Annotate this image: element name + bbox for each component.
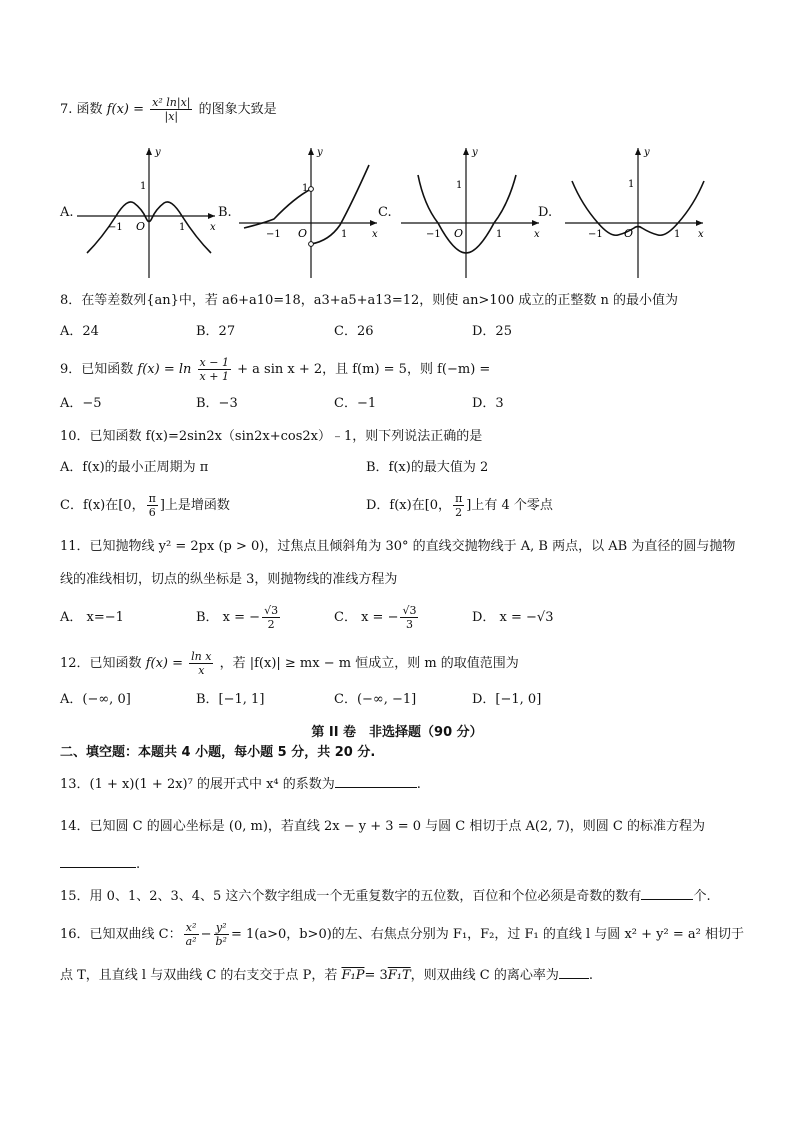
q14-answer-blank[interactable] xyxy=(60,855,136,868)
q9-fraction: $\frac{x - 1}{x + 1}$ xyxy=(199,356,229,383)
q8-option-d[interactable]: D．25 xyxy=(472,324,512,339)
q12-option-b[interactable]: B．[−1, 1] xyxy=(196,692,265,707)
q11-option-d[interactable]: D． x = −√3 xyxy=(472,610,554,625)
q15-stem: 15．用 0、1、2、3、4、5 这六个数字组成一个无重复数字的五位数，百位和个位必须是奇数的数有 个. xyxy=(60,889,711,904)
q7-post: 的图象大致是 xyxy=(198,102,277,117)
q11-stem-line1: 11．已知抛物线 y² = 2px (p > 0)，过焦点且倾斜角为 30° 的直线交抛物线于 A, B 两点，以 AB 为直径的圆与抛物 xyxy=(60,539,736,554)
q7d-x-label: x xyxy=(698,229,704,240)
q12-fraction: $\frac{\text{ln x}}{x}$ xyxy=(191,650,212,677)
q10-option-c[interactable]: C．f(x)在[0， $\frac{\pi}{6}$ ]上是增函数 xyxy=(60,492,230,519)
q7b-tick-pos1: 1 xyxy=(341,229,348,240)
q7d-tick-neg1: −1 xyxy=(588,229,603,240)
q7b-y-label: y xyxy=(317,147,323,158)
q16-vector-f1p: F₁P xyxy=(341,968,365,983)
q10-stem: 10．已知函数 f(x)=2sin2x（sin2x+cos2x）﹣1，则下列说法正确的是 xyxy=(60,429,483,444)
q12-option-a[interactable]: A．(−∞, 0] xyxy=(60,692,131,707)
q12-pre: 12．已知函数 xyxy=(60,656,142,671)
q9-option-d[interactable]: D．3 xyxy=(472,396,504,411)
q7b-origin: O xyxy=(298,227,308,240)
q7-graph-d xyxy=(560,143,710,283)
q13-answer-blank[interactable] xyxy=(335,775,417,788)
q7-label-b: B. xyxy=(218,205,232,220)
q12-option-d[interactable]: D．[−1, 0] xyxy=(472,692,542,707)
q7c-y-label: y xyxy=(472,147,478,158)
q7b-tick-y1: 1 xyxy=(302,183,309,194)
q9-post: + a sin x + 2，且 f(m) = 5，则 f(−m) = xyxy=(237,362,491,377)
q9-option-a[interactable]: A．−5 xyxy=(60,396,102,411)
q16-answer-blank[interactable] xyxy=(559,966,589,979)
q7c-tick-y1: 1 xyxy=(456,180,463,191)
q7-fraction: $\frac{\text{x² ln|x|}}{|x|}$ xyxy=(152,96,191,123)
q10-option-d[interactable]: D．f(x)在[0， $\frac{\pi}{2}$ ]上有 4 个零点 xyxy=(366,492,553,519)
q8-option-b[interactable]: B．27 xyxy=(196,324,236,339)
q7-graph-c xyxy=(396,143,546,283)
q7a-tick-pos1: 1 xyxy=(179,222,186,233)
q12-stem xyxy=(60,650,519,677)
q14-stem-line1: 14．已知圆 C 的圆心坐标是 (0, m)，若直线 2x − y + 3 = 0 与圆 C 相切于点 A(2, 7)，则圆 C 的标准方程为 xyxy=(60,819,706,834)
q13-stem: 13．(1 + x)(1 + 2x)⁷ 的展开式中 x⁴ 的系数为 . xyxy=(60,777,421,792)
q7c-x-label: x xyxy=(534,229,540,240)
q7a-tick-y1: 1 xyxy=(140,181,147,192)
q7d-y-label: y xyxy=(644,147,650,158)
q12-post: ，若 |f(x)| ≥ mx − m 恒成立，则 m 的取值范围为 xyxy=(219,656,519,671)
q9-option-c[interactable]: C．−1 xyxy=(334,396,377,411)
section2-subtitle: 二、填空题：本题共 4 小题，每小题 5 分，共 20 分. xyxy=(60,745,376,760)
q7a-origin: O xyxy=(136,220,146,233)
q8-option-c[interactable]: C．26 xyxy=(334,324,374,339)
q7-label-d: D. xyxy=(538,205,553,220)
q8-option-a[interactable]: A．24 xyxy=(60,324,99,339)
q10-option-b[interactable]: B．f(x)的最大值为 2 xyxy=(366,460,489,475)
q7b-tick-neg1: −1 xyxy=(266,229,281,240)
q9-stem xyxy=(60,356,490,383)
q7a-x-label: x xyxy=(210,222,216,233)
q7-label-a: A. xyxy=(60,205,74,220)
q7c-origin: O xyxy=(454,227,464,240)
q9-option-b[interactable]: B．−3 xyxy=(196,396,238,411)
q14-stem-line2: . xyxy=(60,855,140,875)
section2-title: 第 II 卷 非选择题（90 分） xyxy=(311,725,483,740)
q8-stem: 8．在等差数列{an}中，若 a6+a10=18，a3+a5+a13=12，则使 an>100 成立的正整数 n 的最小值为 xyxy=(60,293,678,308)
q9-func: f(x) = ln xyxy=(137,362,192,377)
q7a-y-label: y xyxy=(155,147,161,158)
q7b-x-label: x xyxy=(372,229,378,240)
q7-stem xyxy=(60,96,277,123)
q12-option-c[interactable]: C．(−∞, −1] xyxy=(334,692,417,707)
q16-stem-line2: 点 T，且直线 l 与双曲线 C 的右支交于点 P，若 F₁P= 3F₁T，则双曲线 C 的离心率为 . xyxy=(60,968,594,983)
q7-graph-a xyxy=(72,143,222,283)
q11-stem-line2: 线的准线相切，切点的纵坐标是 3，则抛物线的准线方程为 xyxy=(60,572,398,587)
q7-number: 7. xyxy=(60,102,73,117)
q11-option-c[interactable]: C． x = − $\frac{√3}{3}$ xyxy=(334,604,417,631)
q11-option-b[interactable]: B． x = − $\frac{√3}{2}$ xyxy=(196,604,279,631)
q7d-origin: O xyxy=(624,227,634,240)
q9-pre: 9．已知函数 xyxy=(60,362,134,377)
q7c-tick-pos1: 1 xyxy=(496,229,503,240)
q10-option-a[interactable]: A．f(x)的最小正周期为 π xyxy=(60,460,209,475)
q7a-tick-neg1: −1 xyxy=(108,222,123,233)
q16-vector-f1t: F₁T xyxy=(387,968,411,983)
q16-stem-line1: 16．已知双曲线 C： $\frac{\text{x²}}{\text{a²}}$ − $\frac{\text{y²}}{\text{b²}}$ = 1(a>0，b>0)的左、右焦点分别为 F₁，F₂，过 F₁ 的直线 l 与圆 x² + y² = a² 相切于 xyxy=(60,921,744,948)
q7-graph-b xyxy=(234,143,384,283)
q12-func: f(x) = xyxy=(145,656,183,671)
q7c-tick-neg1: −1 xyxy=(426,229,441,240)
q11-option-a[interactable]: A． x=−1 xyxy=(60,610,124,625)
q15-answer-blank[interactable] xyxy=(641,887,693,900)
q7d-tick-pos1: 1 xyxy=(674,229,681,240)
q7-func: f(x) = xyxy=(106,102,145,117)
q7-pre: 函数 xyxy=(76,102,103,117)
q7-label-c: C. xyxy=(378,205,392,220)
q7d-tick-y1: 1 xyxy=(628,179,635,190)
